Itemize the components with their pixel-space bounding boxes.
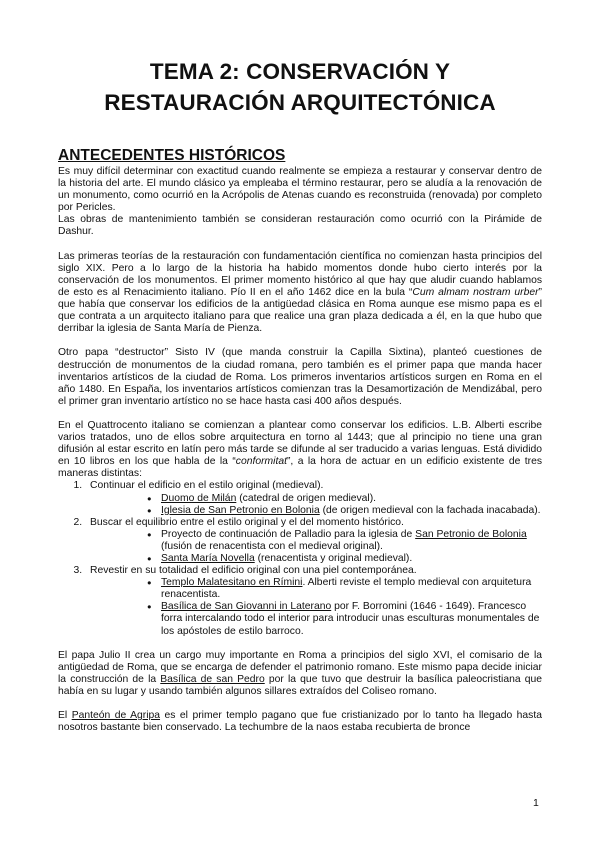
bullet-item: ● Basílica de San Giovanni in Laterano por F. Borromini (1646 - 1649). Francesco forra intercalando todo el interior para introducir unas esculturas monumentales de los apóstoles de estilo barroco.	[161, 601, 542, 637]
link-basilica-san-pedro[interactable]: Basílica de san Pedro	[160, 673, 265, 685]
conformitat-term: conformitat	[235, 456, 287, 468]
bullet-list	[90, 577, 542, 637]
list-item: 2. Buscar el equilibrio entre el estilo original y el del momento histórico. ● Proyecto de continuación de Palladio para la iglesia de San Petronio de Bolonia (fusión de renacentista con el medieval original). ● Santa María Novella (renacentista y original medieval).	[85, 517, 542, 565]
list-item: 1. Continuar el edificio en el estilo original (medieval). ● Duomo de Milán (catedral de origen medieval). ● Iglesia de San Petronio en Bolonia (de origen medieval con la fachada inacabada).	[85, 480, 542, 516]
bullet-item: ● Iglesia de San Petronio en Bolonia (de origen medieval con la fachada inacabada).	[161, 505, 542, 517]
bullet-list	[90, 493, 542, 517]
bullet-item: ● Templo Malatesitano en Rímini. Alberti reviste el templo medieval con arquitetura renacentista.	[161, 577, 542, 601]
link-duomo-milan[interactable]: Duomo de Milán	[161, 492, 237, 504]
title-line-1: TEMA 2: CONSERVACIÓN Y	[149, 59, 451, 84]
bullet-item: ● Santa María Novella (renacentista y original medieval).	[161, 553, 542, 565]
link-san-petronio-bolonia[interactable]: San Petronio de Bolonia	[415, 528, 527, 540]
bull-title: Cum almam nostram urber	[412, 286, 539, 298]
link-santa-maria-novella[interactable]: Santa María Novella	[161, 553, 255, 564]
paragraph-5: En el Quattrocento italiano se comienzan a plantear como conservar los edificios. L.B. Alberti escribe varios tratados, uno de ellos sobre arquitectura en torno al 1443; que al principio no tiene una gran difusión al estar escrito en latín pero más tarde se difunde al ser traducido a varias lenguas. Está dividido en 10 libros en los que habla de la “conformitat”, a la hora de actuar en un edificio existente de tres maneras distintas:	[58, 419, 542, 480]
paragraph-3: Las primeras teorías de la restauración con fundamentación científica no comienzan hasta principios del siglo XIX. Pero a lo largo de la historia ha habido momentos donde hubo cierto interés por la conservación de los monumentos. El primer momento histórico al que hay que aludir cuando hablamos de esto es al Renacimiento italiano. Pío II en el año 1462 dice en la bula “Cum almam nostram urber” que había que conservar los edificios de la antigüedad clásica en Roma aunque ese mismo papa es el que contrata a un arquitecto italiano para que realice una gran plaza dedicada a él, en la que hubo que derribar la iglesia de Santa María de Pienza.	[58, 250, 542, 335]
bullet-list	[90, 529, 542, 565]
link-templo-malatestiano[interactable]: Templo Malatesitano en Rímini	[161, 577, 303, 589]
paragraph-2: Las obras de mantenimiento también se consideran restauración como ocurrió con la Pirámide de Dashur.	[58, 214, 542, 238]
paragraph-4: Otro papa “destructor” Sisto IV (que manda construir la Capilla Sixtina), planteó cuestiones de destrucción de monumentos de la ciudad romana, pero también es el primer papa que manda hacer inventarios artísticos de la ciudad de Roma. Los primeros inventarios artísticos surgen en Roma en el año 1480. En España, los inventarios artísticos comienzan tras la Desamortización de Mendizábal, pero el primer gran inventario artístico no se hace hasta casi 400 años después.	[58, 347, 542, 407]
numbered-list	[58, 480, 542, 637]
bullet-item: ● Proyecto de continuación de Palladio para la iglesia de San Petronio de Bolonia (fusión de renacentista con el medieval original).	[161, 529, 542, 553]
paragraph-6: El papa Julio II crea un cargo muy importante en Roma a principios del siglo XVI, el comisario de la antigüedad de Roma, que se encarga de defender el patrimonio romano. Este mismo papa decide iniciar la construcción de la Basílica de san Pedro por la que tuvo que destruir la basílica paleocristiana que había en su lugar y usando también algunos sillares extraídos del Coliseo romano.	[58, 649, 542, 698]
paragraph-1: Es muy difícil determinar con exactitud cuando realmente se empieza a restaurar y conservar dentro de la historia del arte. El mundo clásico ya empleaba el término restaurar, pero se aludía a la renovación de un monumento, como ocurrió en la Acrópolis de Atenas cuando es reconstruida (renovada) por completo por Pericles.	[58, 166, 542, 214]
document-body	[58, 166, 542, 734]
link-san-petronio[interactable]: Iglesia de San Petronio en Bolonia	[161, 504, 320, 516]
section-heading: ANTECEDENTES HISTÓRICOS	[58, 147, 286, 164]
paragraph-7: El Panteón de Agripa es el primer templo pagano que fue cristianizado por lo tanto ha llegado hasta nosotros bastante bien conservado. La techumbre de la naos estaba recubierta de bronce	[58, 710, 542, 734]
document-title	[60, 56, 540, 118]
bullet-item: ● Duomo de Milán (catedral de origen medieval).	[161, 493, 542, 505]
page-number: 1	[533, 797, 539, 809]
title-line-2: RESTAURACIÓN ARQUITECTÓNICA	[104, 90, 496, 115]
link-san-giovanni-laterano[interactable]: Basílica de San Giovanni in Laterano	[161, 601, 332, 613]
link-panteon-agripa[interactable]: Panteón de Agripa	[71, 710, 161, 722]
list-item: 3. Revestir en su totalidad el edificio original con una piel contemporánea. ● Templo Malatesitano en Rímini. Alberti reviste el templo medieval con arquitetura renacentista. ● Basílica de San Giovanni in Laterano por F. Borromini (1646 - 1649). Francesco forra intercalando todo el interior para introducir unas esculturas monumentales de los apóstoles de estilo barroco.	[85, 565, 542, 638]
